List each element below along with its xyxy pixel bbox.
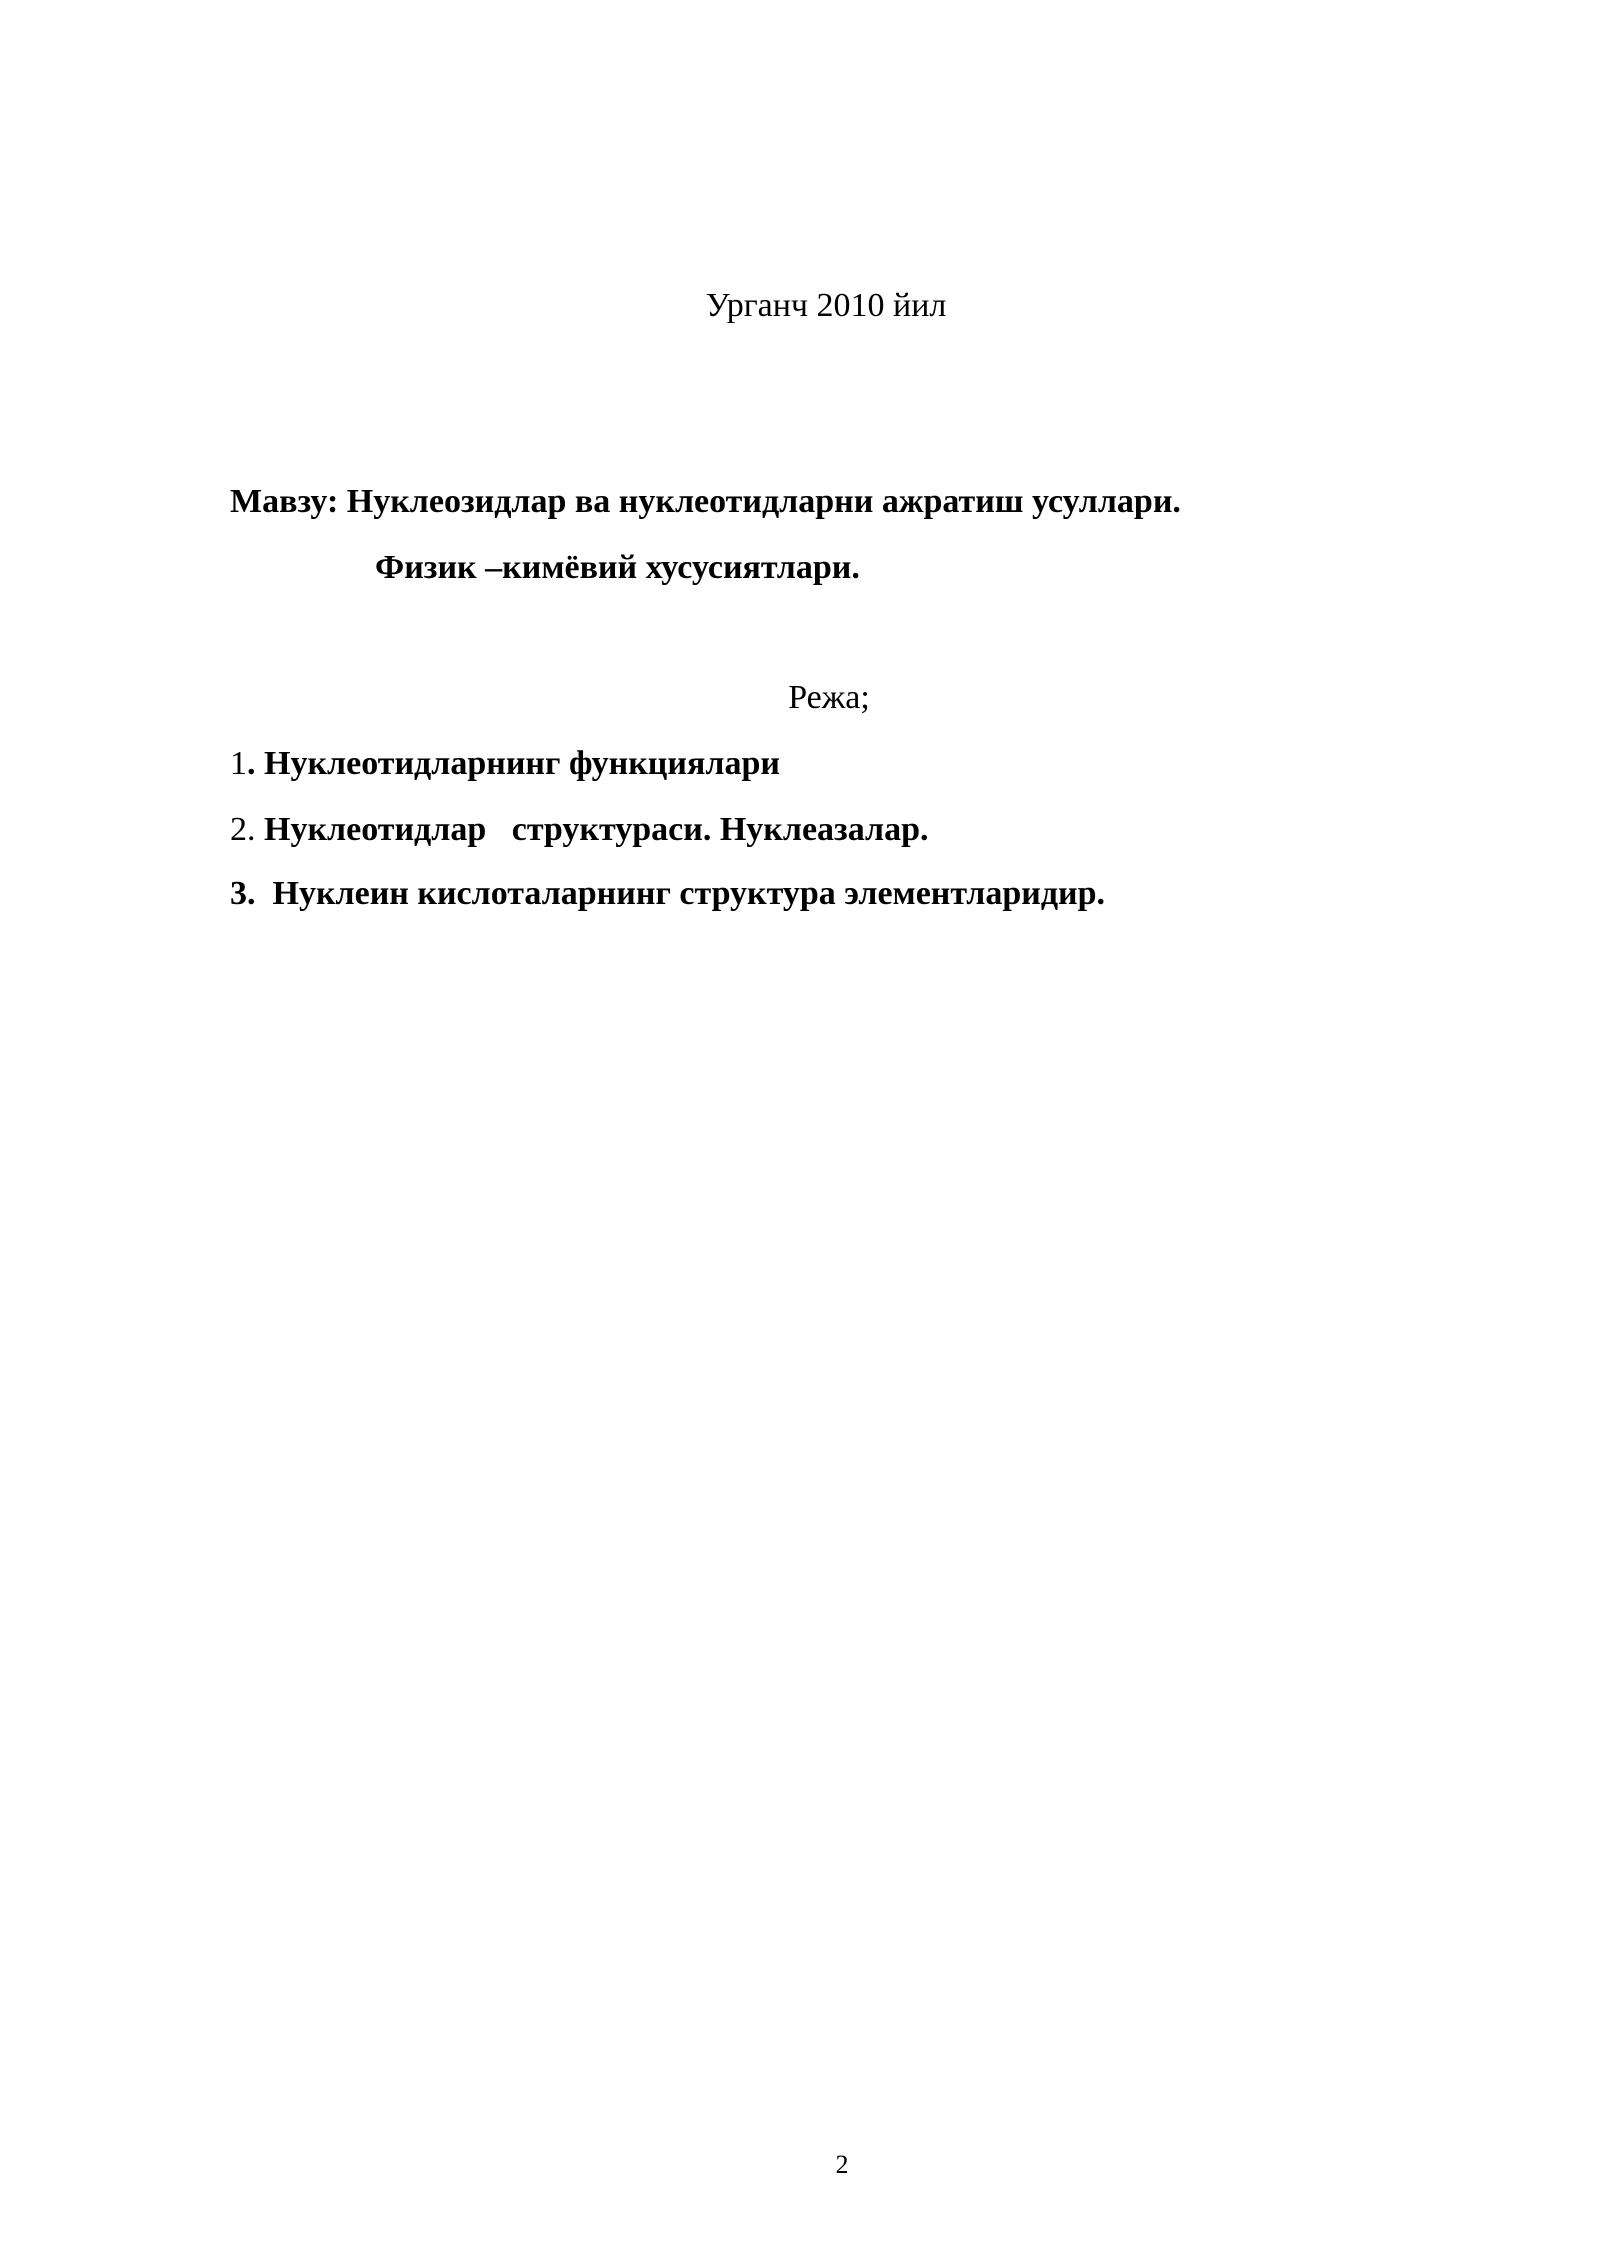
- city-year-line: Урганч 2010 йил: [705, 287, 947, 324]
- plan-item-3: [230, 874, 1105, 914]
- plan-item-2: [230, 810, 928, 850]
- plan-heading: Режа;: [788, 679, 870, 716]
- plan-item-text: Нуклеотидлар структураси. Нуклеазалар.: [255, 811, 929, 848]
- plan-item-number: 3.: [230, 875, 256, 912]
- topic-subtitle: Физик –кимёвий хусусиятлари.: [375, 549, 860, 586]
- plan-item-text: Нуклеин кислоталарнинг структура элементларидир.: [255, 875, 1106, 912]
- topic-title: Мавзу: Нуклеозидлар ва нуклеотидларни ажратиш усуллари.: [230, 483, 1181, 520]
- plan-item-number: 1: [230, 745, 247, 782]
- page-number: 2: [835, 2150, 849, 2179]
- plan-item-text: . Нуклеотидларнинг функциялари: [247, 745, 780, 782]
- plan-item-1: [230, 744, 780, 784]
- plan-item-number: 2.: [230, 811, 256, 848]
